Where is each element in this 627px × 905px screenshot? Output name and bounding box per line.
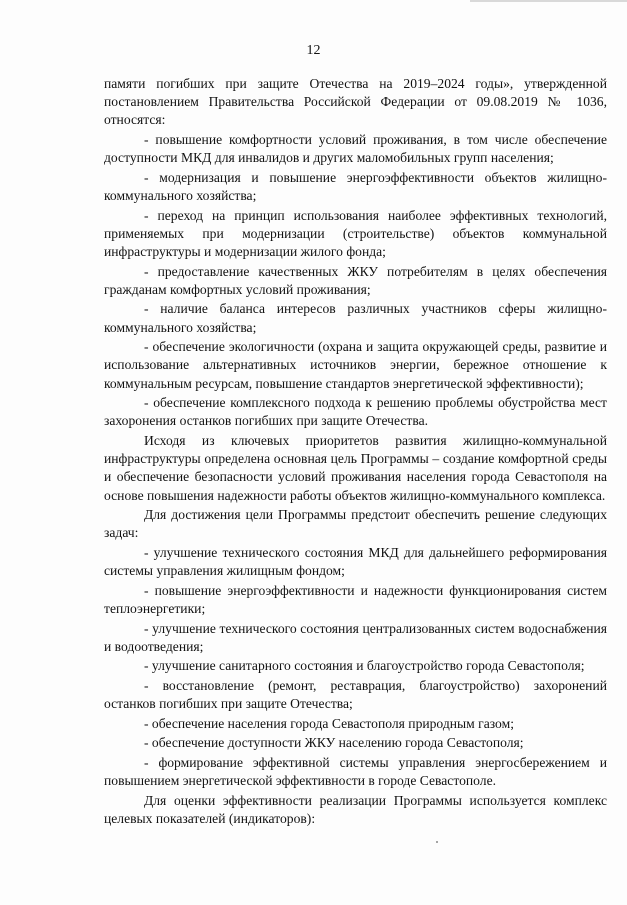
paragraph: - обеспечение населения города Севастополя природным газом; [144, 715, 514, 731]
paragraph: Для достижения цели Программы предстоит обеспечить решение следующих задач: [104, 507, 607, 541]
paragraph: Исходя из ключевых приоритетов развития жилищно-коммунальной инфраструктуры определена основная цель Программы – создание комфортной среды и обеспечение безопасности условий проживания населения города Севастополя на основе повышения надежности работы объектов жилищно-коммунального комплекса. [104, 432, 607, 503]
paragraph: - формирование эффективной системы управления энергосбережением и повышением энергетической эффективности в городе Севастополе. [104, 754, 607, 789]
paragraph: - повышение энергоэффективности и надежности функционирования систем теплоэнергетики; [104, 582, 607, 616]
paragraph: - улучшение технического состояния централизованных систем водоснабжения и водоотведения; [104, 620, 607, 654]
paragraph: - наличие баланса интересов различных участников сферы жилищно-коммунального хозяйства; [104, 301, 607, 335]
paragraph: - обеспечение комплексного подхода к решению проблемы обустройства мест захоронения останков погибших при защите Отечества. [104, 395, 607, 429]
paragraph: - обеспечение экологичности (охрана и защита окружающей среды, развитие и использование альтернативных источников энергии, бережное отношение к коммунальным ресурсам, повышение стандартов энергетической эффективности); [104, 339, 607, 391]
paragraph: - восстановление (ремонт, реставрация, благоустройство) захоронений останков погибших при защите Отечества; [104, 677, 607, 712]
document-body [104, 75, 607, 830]
scan-edge-line [470, 0, 627, 2]
paragraph: Для оценки эффективности реализации Программы используется комплекс целевых показателей (индикаторов): [104, 792, 607, 826]
page-number: 12 [306, 43, 321, 58]
paragraph: - модернизация и повышение энергоэффективности объектов жилищно-коммунального хозяйства; [104, 169, 607, 203]
paragraph: - предоставление качественных ЖКУ потребителям в целях обеспечения гражданам комфортных условий проживания; [104, 263, 607, 297]
paragraph: - переход на принцип использования наиболее эффективных технологий, применяемых при модернизации (строительстве) объектов коммунальной инфраструктуры и модернизации жилого фонда; [104, 207, 607, 259]
paragraph: - улучшение технического состояния МКД для дальнейшего реформирования системы управления жилищным фондом; [104, 544, 607, 579]
paragraph: памяти погибших при защите Отечества на 2019–2024 годы», утвержденной постановлением Правительства Российской Федерации от 09.08.2019 № 1036, относятся: [104, 76, 607, 128]
paragraph: - повышение комфортности условий проживания, в том числе обеспечение доступности МКД для инвалидов и других маломобильных групп населения; [104, 132, 607, 166]
scan-speck [436, 841, 438, 843]
paragraph: - обеспечение доступности ЖКУ населению города Севастополя; [144, 735, 524, 751]
paragraph: - улучшение санитарного состояния и благоустройство города Севастополя; [144, 658, 585, 674]
